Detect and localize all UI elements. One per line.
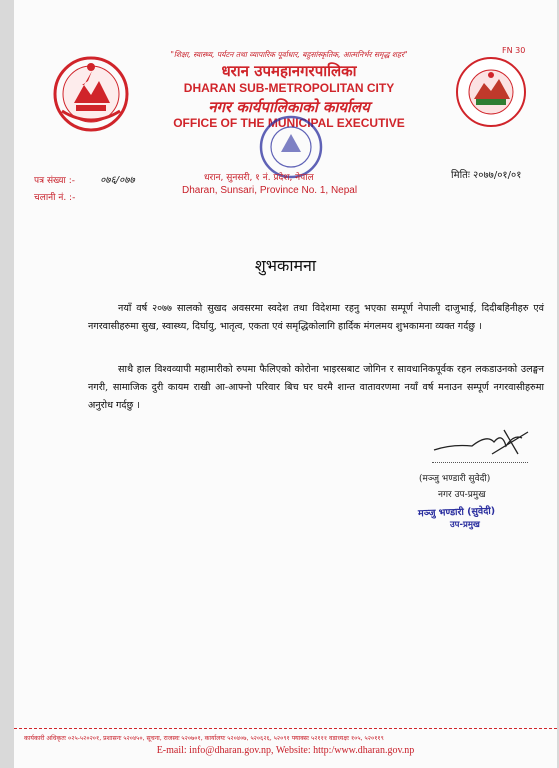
signatory-designation: नगर उप-प्रमुख xyxy=(438,490,486,500)
form-number: FN 30 xyxy=(502,46,526,55)
city-title-nepali: धरान उपमहानगरपालिका xyxy=(221,62,357,80)
letter-heading: शुभकामना xyxy=(254,256,317,275)
paragraph-new-year-wishes: नयाँ वर्ष २०७७ सालको सुखद अवसरमा स्वदेश तथा विदेशमा रहनु भएका सम्पूर्ण नेपाली दाजुभाई, दिदीबहिनीहरु एवं नगरवासीहरुमा सुख, स्वास्थ्य, दिर्घायु, भातृत्व, एकता एवं समृद्धिकोलागि हार्दिक मंगलमय शुभकामना व्यक्त गर्दछु । xyxy=(88,303,544,332)
chalani-label: चलानी नं. :- xyxy=(34,193,76,203)
name-stamp: मञ्जु भण्डारी (सुवेदी) xyxy=(417,505,496,520)
address-english: Dharan, Sunsari, Province No. 1, Nepal xyxy=(182,185,358,196)
city-motto: "शिक्षा, स्वास्थ्य, पर्यटन तथा व्यापारिक पूर्वाधार, बहुसांस्कृतिक, आत्मनिर्भर समृद्ध शहर" xyxy=(170,50,408,59)
letter-page xyxy=(14,0,557,768)
footer-phone-numbers: कार्यकारी अधिकृतः ०२५-५२०२०१, प्रशासनः ५२०४५०, सूचना, राजस्वः ५२०७०१, कार्यालयः ५२०४०७, ५२०६२६, ५२०९१ फ्याक्सः ५२१११ वडाध्यक्षः १०५, ५२०११९ xyxy=(24,735,384,742)
chalani-number xyxy=(34,185,75,204)
designation-stamp: उप-प्रमुख xyxy=(450,520,480,530)
signature-line xyxy=(432,462,528,463)
address-nepali: धरान, सुनसरी, १ नं. प्रदेश, नेपाल xyxy=(204,173,314,183)
footer-divider xyxy=(14,728,557,729)
signatory-name: (मञ्जु भण्डारी सुवेदी) xyxy=(419,474,491,484)
letter-date: मितिः २०७७/०१/०१ xyxy=(451,170,522,181)
footer-contact: E-mail: info@dharan.gov.np, Website: http:/www.dharan.gov.np xyxy=(156,745,415,756)
patra-value: ०७६/०७७ xyxy=(100,175,135,186)
office-title-nepali: नगर कार्यपालिकाको कार्यालय xyxy=(208,98,370,116)
office-title-english: OFFICE OF THE MUNICIPAL EXECUTIVE xyxy=(173,116,405,130)
patra-label: पत्र संख्या :- xyxy=(34,176,75,186)
city-title-english: DHARAN SUB-METROPOLITAN CITY xyxy=(183,81,395,95)
dharan-seal-logo xyxy=(454,55,528,129)
paragraph-covid-appeal: साथै हाल विश्वव्यापी महामारीको रुपमा फैलिएको कोरोना भाइरसबाट जोगिन र सावधानिकपूर्वक रहन लकडाउनको उलङ्घन नगरी, सामाजिक दुरी कायम राखी आ-आफ्नो परिवार बिच घर घरमै शान्त वातावरणमा नयाँ वर्ष मनाउन सम्पूर्ण नगरवासीहरुमा अनुरोध गर्दछु । xyxy=(88,364,544,411)
nepal-emblem-logo xyxy=(52,55,130,133)
handwritten-signature xyxy=(432,424,532,460)
